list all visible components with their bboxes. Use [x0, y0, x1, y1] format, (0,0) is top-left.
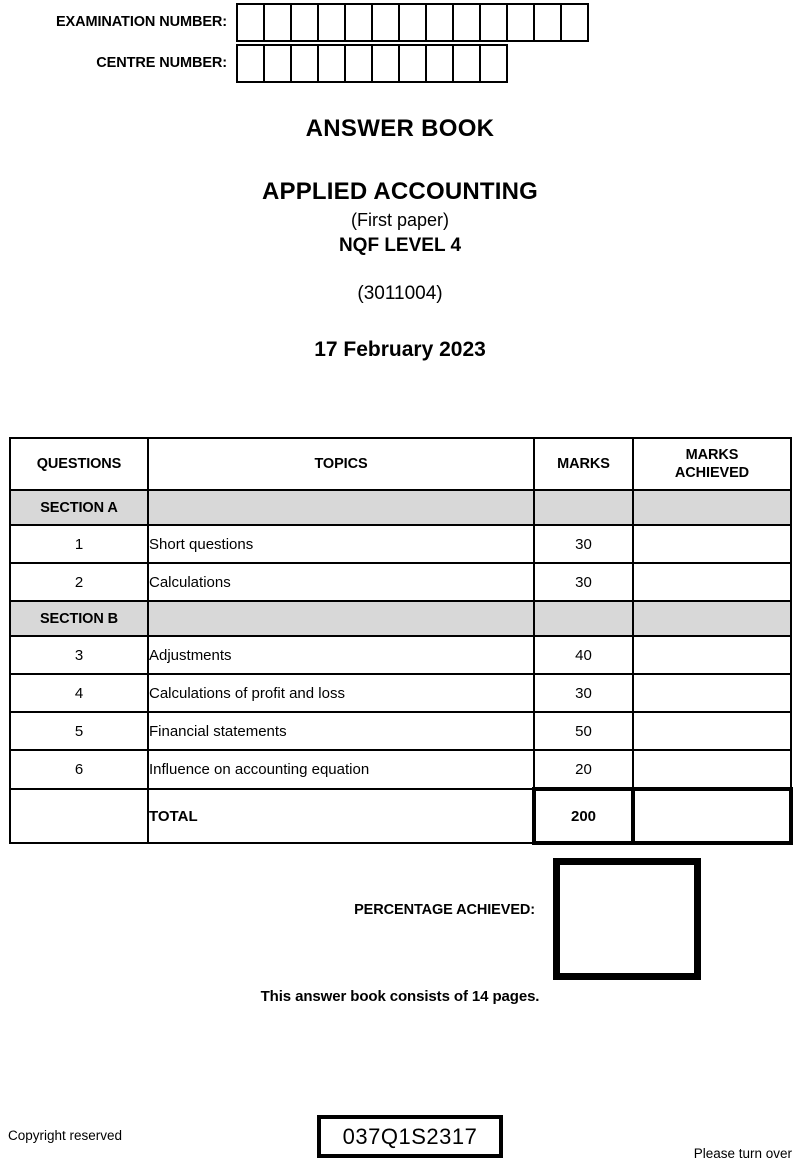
- question-marks: 30: [534, 525, 633, 563]
- examination-number-cell-1[interactable]: [236, 3, 265, 42]
- exam-date: 17 February 2023: [314, 338, 486, 361]
- section-label: SECTION A: [10, 490, 148, 525]
- nqf-level: NQF LEVEL 4: [338, 235, 462, 256]
- turn-over-notice: Please turn over: [693, 1146, 792, 1161]
- question-marks: 50: [534, 712, 633, 750]
- header-marks: MARKS: [534, 438, 633, 490]
- question-marks-achieved-input[interactable]: [633, 563, 791, 601]
- table-row: [10, 563, 791, 601]
- centre-number-cell-4[interactable]: [317, 44, 346, 83]
- examination-number-cell-5[interactable]: [344, 3, 373, 42]
- centre-number-label: CENTRE NUMBER:: [96, 55, 227, 71]
- centre-number-cell-6[interactable]: [371, 44, 400, 83]
- centre-number-cell-8[interactable]: [425, 44, 454, 83]
- section-label: SECTION B: [10, 601, 148, 636]
- percentage-achieved-block: [0, 858, 800, 988]
- centre-number-cell-3[interactable]: [290, 44, 319, 83]
- percentage-achieved-box[interactable]: [553, 858, 701, 980]
- total-marks-achieved-input[interactable]: [633, 789, 791, 843]
- header-topics: TOPICS: [148, 438, 534, 490]
- header-marks-achieved-line2: ACHIEVED: [674, 465, 750, 481]
- centre-number-cell-10[interactable]: [479, 44, 508, 83]
- question-topic: Financial statements: [148, 712, 534, 750]
- centre-number-boxes[interactable]: [236, 44, 508, 83]
- examination-number-cell-11[interactable]: [506, 3, 535, 42]
- question-number: 6: [10, 750, 148, 789]
- table-total-row: [10, 789, 791, 843]
- question-marks: 20: [534, 750, 633, 789]
- section-marks-achieved-cell: [633, 490, 791, 525]
- page-count-note: This answer book consists of 14 pages.: [260, 988, 540, 1005]
- table-section-row: [10, 490, 791, 525]
- question-number: 3: [10, 636, 148, 674]
- copyright-notice: Copyright reserved: [8, 1128, 123, 1143]
- question-topic: Short questions: [148, 525, 534, 563]
- centre-number-cell-5[interactable]: [344, 44, 373, 83]
- section-marks-cell: [534, 601, 633, 636]
- centre-number-cell-9[interactable]: [452, 44, 481, 83]
- examination-number-cell-6[interactable]: [371, 3, 400, 42]
- marks-table: [9, 437, 793, 845]
- examination-number-cell-9[interactable]: [452, 3, 481, 42]
- question-marks-achieved-input[interactable]: [633, 525, 791, 563]
- examination-number-cell-12[interactable]: [533, 3, 562, 42]
- table-row: [10, 674, 791, 712]
- centre-number-row: [0, 44, 508, 83]
- total-label: TOTAL: [148, 789, 534, 843]
- question-marks: 40: [534, 636, 633, 674]
- question-number: 2: [10, 563, 148, 601]
- table-header-row: [10, 438, 791, 490]
- section-topic-cell: [148, 601, 534, 636]
- table-row: [10, 750, 791, 789]
- title-block: [0, 112, 800, 364]
- candidate-number-block: [0, 0, 800, 90]
- question-marks: 30: [534, 674, 633, 712]
- question-marks: 30: [534, 563, 633, 601]
- question-topic: Calculations of profit and loss: [148, 674, 534, 712]
- table-row: [10, 636, 791, 674]
- section-marks-cell: [534, 490, 633, 525]
- paper-code-box: [317, 1115, 503, 1158]
- examination-number-cell-10[interactable]: [479, 3, 508, 42]
- header-marks-achieved-line1: MARKS: [685, 447, 739, 463]
- percentage-achieved-label: PERCENTAGE ACHIEVED:: [354, 902, 535, 918]
- total-marks-value: 200: [534, 789, 633, 843]
- question-number: 5: [10, 712, 148, 750]
- examination-number-row: [0, 3, 589, 42]
- page-title: ANSWER BOOK: [305, 115, 495, 142]
- question-topic: Influence on accounting equation: [148, 750, 534, 789]
- subject-code: (3011004): [357, 283, 443, 304]
- question-marks-achieved-input[interactable]: [633, 674, 791, 712]
- header-questions: QUESTIONS: [10, 438, 148, 490]
- examination-number-cell-8[interactable]: [425, 3, 454, 42]
- centre-number-cell-2[interactable]: [263, 44, 292, 83]
- percentage-achieved-value[interactable]: [557, 862, 697, 976]
- subject-title: APPLIED ACCOUNTING: [261, 178, 539, 205]
- total-question-cell: [10, 789, 148, 843]
- examination-number-cell-7[interactable]: [398, 3, 427, 42]
- question-marks-achieved-input[interactable]: [633, 636, 791, 674]
- question-number: 4: [10, 674, 148, 712]
- question-topic: Adjustments: [148, 636, 534, 674]
- paper-code-value: 037Q1S2317: [319, 1117, 501, 1156]
- examination-number-cell-4[interactable]: [317, 3, 346, 42]
- section-topic-cell: [148, 490, 534, 525]
- examination-number-boxes[interactable]: [236, 3, 589, 42]
- centre-number-cell-7[interactable]: [398, 44, 427, 83]
- examination-number-cell-3[interactable]: [290, 3, 319, 42]
- page-footer: [0, 1098, 800, 1161]
- centre-number-cell-1[interactable]: [236, 44, 265, 83]
- question-topic: Calculations: [148, 563, 534, 601]
- table-row: [10, 712, 791, 750]
- question-number: 1: [10, 525, 148, 563]
- table-section-row: [10, 601, 791, 636]
- table-row: [10, 525, 791, 563]
- paper-subtitle: (First paper): [350, 210, 449, 230]
- section-marks-achieved-cell: [633, 601, 791, 636]
- examination-number-cell-13[interactable]: [560, 3, 589, 42]
- header-marks-achieved: [633, 438, 791, 490]
- question-marks-achieved-input[interactable]: [633, 712, 791, 750]
- examination-number-cell-2[interactable]: [263, 3, 292, 42]
- examination-number-label: EXAMINATION NUMBER:: [55, 14, 227, 30]
- marks-table-body: [10, 438, 791, 843]
- question-marks-achieved-input[interactable]: [633, 750, 791, 789]
